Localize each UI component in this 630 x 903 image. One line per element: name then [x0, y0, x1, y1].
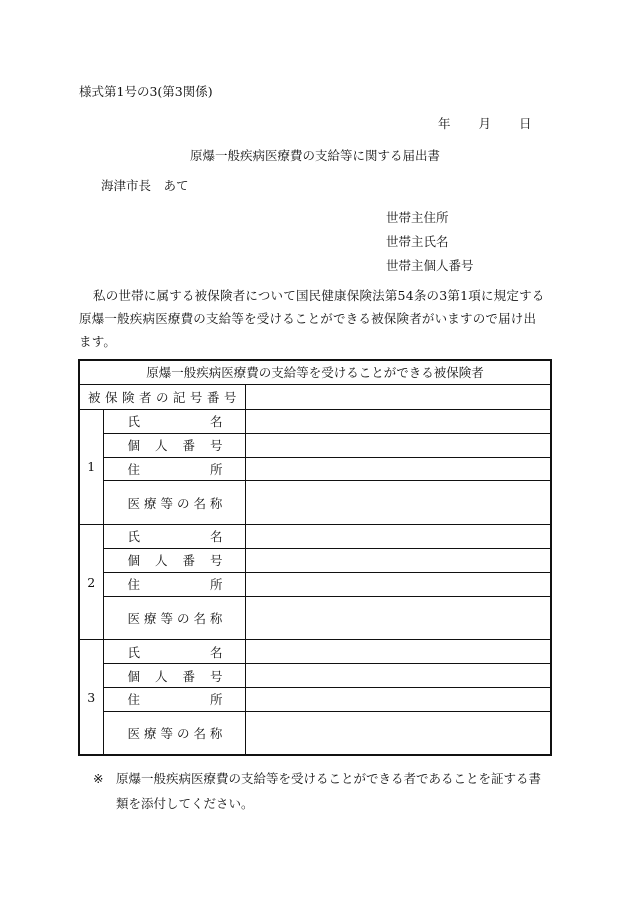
householder-address-label: 世帯主住所 — [386, 210, 449, 225]
label-char: 人 — [154, 438, 168, 454]
address-label — [103, 572, 245, 596]
medical-care-name-value[interactable] — [245, 711, 551, 755]
label-char: 等 — [160, 610, 173, 626]
spread-text — [128, 609, 223, 627]
label-char: 名 — [209, 414, 223, 430]
label-char: 所 — [209, 577, 223, 593]
name-label — [103, 409, 245, 433]
spread-text — [128, 436, 223, 454]
label-char: 番 — [182, 438, 195, 454]
spread-text — [128, 575, 223, 593]
label-char: 住 — [127, 692, 141, 708]
label-char: 称 — [209, 725, 223, 741]
individual-number-label — [103, 433, 245, 457]
address-value[interactable] — [245, 572, 551, 596]
medical-care-name-value[interactable] — [245, 481, 551, 525]
insured-number-value[interactable] — [245, 384, 551, 409]
label-char: 者 — [138, 389, 152, 405]
label-char: 名 — [209, 529, 223, 545]
label-char: 個 — [127, 668, 141, 684]
entry-index: 1 — [79, 409, 103, 524]
spread-text — [128, 667, 223, 685]
label-char: の — [176, 610, 190, 626]
individual-number-value[interactable] — [245, 664, 551, 688]
spread-text — [128, 460, 223, 478]
spread-text — [128, 690, 223, 708]
label-char: 住 — [127, 577, 141, 593]
label-char: 番 — [206, 389, 220, 405]
date-month-label: 月 — [478, 116, 492, 131]
label-char: 等 — [160, 725, 173, 741]
name-value[interactable] — [245, 640, 551, 664]
address-value[interactable] — [245, 457, 551, 481]
date-line — [438, 114, 532, 132]
label-char: 称 — [209, 495, 223, 511]
address-value[interactable] — [245, 687, 551, 711]
label-char: 個 — [127, 553, 141, 569]
label-char: 記 — [172, 389, 186, 405]
label-char: 名 — [193, 610, 206, 626]
name-value[interactable] — [245, 409, 551, 433]
label-char: 称 — [209, 610, 223, 626]
label-char: 号 — [209, 668, 223, 684]
spread-text — [128, 643, 223, 661]
label-char: 名 — [193, 495, 206, 511]
label-char: の — [176, 725, 190, 741]
label-char: 番 — [182, 668, 195, 684]
document-title: 原爆一般疾病医療費の支給等に関する届出書 — [189, 148, 440, 163]
label-char: 医 — [127, 610, 141, 626]
spread-text — [88, 388, 237, 406]
entry-index: 3 — [79, 640, 103, 755]
medical-care-name-label — [103, 711, 245, 755]
label-char: 号 — [189, 389, 203, 405]
label-char: 個 — [127, 438, 141, 454]
label-char: 氏 — [127, 644, 141, 660]
label-char: 療 — [143, 610, 157, 626]
label-char: の — [155, 389, 169, 405]
individual-number-label — [103, 548, 245, 572]
name-value[interactable] — [245, 525, 551, 549]
label-char: 所 — [209, 461, 223, 477]
medical-care-name-label — [103, 481, 245, 525]
note-mark: ※ — [93, 771, 104, 786]
spread-text — [128, 412, 223, 430]
address-label — [103, 457, 245, 481]
medical-care-name-label — [103, 596, 245, 640]
insured-persons-table — [78, 359, 552, 756]
label-char: 等 — [160, 495, 173, 511]
label-char: 所 — [209, 692, 223, 708]
label-char: 療 — [143, 495, 157, 511]
spread-text — [128, 494, 223, 512]
entry-index: 2 — [79, 525, 103, 640]
form-number: 様式第1号の3(第3関係) — [79, 84, 213, 99]
label-char: 人 — [154, 553, 168, 569]
label-char: 療 — [143, 725, 157, 741]
label-char: 氏 — [127, 529, 141, 545]
name-label — [103, 525, 245, 549]
date-year-label: 年 — [438, 116, 451, 131]
label-char: 名 — [209, 644, 223, 660]
label-char: 号 — [209, 553, 223, 569]
householder-number-label: 世帯主個人番号 — [386, 258, 474, 273]
label-char: 番 — [182, 553, 195, 569]
individual-number-value[interactable] — [245, 433, 551, 457]
table-caption: 原爆一般疾病医療費の支給等を受けることができる被保険者 — [79, 360, 551, 384]
date-day-label: 日 — [519, 116, 532, 131]
label-char: 医 — [127, 495, 141, 511]
insured-number-label — [79, 384, 245, 409]
label-char: 保 — [104, 389, 118, 405]
spread-text — [128, 551, 223, 569]
label-char: 住 — [127, 461, 141, 477]
address-label — [103, 687, 245, 711]
label-char: 人 — [154, 668, 168, 684]
label-char: 号 — [209, 438, 223, 454]
addressee: 海津市長 あて — [101, 178, 189, 193]
individual-number-label — [103, 664, 245, 688]
declaration-text: 私の世帯に属する被保険者について国民健康保険法第54条の3第1項に規定する原爆一般疾病医療費の支給等を受けることができる被保険者がいますので届け出ます。 — [79, 288, 545, 349]
entries-body — [79, 409, 551, 755]
name-label — [103, 640, 245, 664]
householder-name-label: 世帯主氏名 — [386, 234, 449, 249]
label-char: の — [176, 495, 190, 511]
spread-text — [128, 527, 223, 545]
note-text: 原爆一般疾病医療費の支給等を受けることができる者であることを証する書類を添付してください。 — [116, 771, 542, 811]
label-char: 氏 — [127, 414, 141, 430]
medical-care-name-value[interactable] — [245, 596, 551, 640]
label-char: 医 — [127, 725, 141, 741]
spread-text — [128, 724, 223, 742]
label-char: 険 — [121, 389, 135, 405]
individual-number-value[interactable] — [245, 548, 551, 572]
label-char: 号 — [223, 389, 237, 405]
label-char: 被 — [88, 389, 101, 405]
label-char: 名 — [193, 725, 206, 741]
attachment-note — [93, 766, 548, 816]
